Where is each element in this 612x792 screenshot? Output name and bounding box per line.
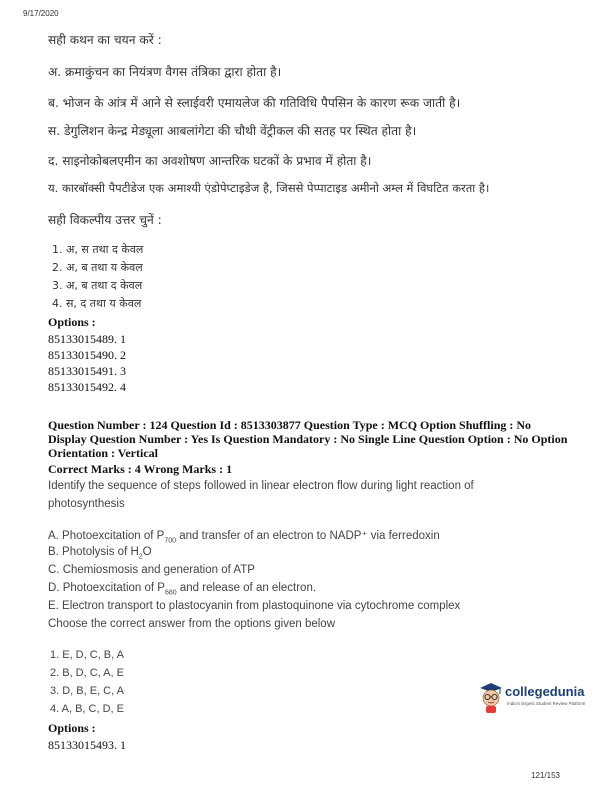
q124-options-label: Options :: [48, 721, 96, 735]
q124-meta-line3: Orientation : Vertical: [48, 446, 158, 460]
q124-question-line2: photosynthesis: [48, 498, 125, 510]
q123-option-2: 85133015490. 2: [48, 348, 126, 362]
collegedunia-logo: [478, 680, 586, 714]
q124-choice-4: 4. A, B, C, D, E: [50, 703, 124, 715]
q124-meta-line1: Question Number : 124 Question Id : 8513303877 Question Type : MCQ Option Shuffling : No: [48, 418, 532, 432]
q124-choice-2: 2. B, D, C, A, E: [50, 667, 124, 679]
q123-statement-c: स. डेगुलिशन केन्द्र मेड्यूला आबलांगेटा की चौथी वेंट्रीकल की सतह पर स्थित होता है।: [48, 124, 417, 138]
q124-step-a: A. Photoexcitation of $P_{700}$ and transfer of an electron to NADP⁺ via ferredoxin: [48, 530, 440, 545]
q123-choice-1: 1. अ, स तथा द केवल: [52, 243, 144, 256]
q124-option-1: 85133015493. 1: [48, 738, 126, 752]
q124-step-c: C. Chemiosmosis and generation of ATP: [48, 564, 255, 576]
q124-marks: Correct Marks : 4 Wrong Marks : 1: [48, 462, 233, 476]
q124-meta-line2: Display Question Number : Yes Is Question Mandatory : No Single Line Question Option : No Option: [48, 432, 568, 446]
q124-step-b: B. Photolysis of $H_2O$: [48, 546, 152, 561]
q123-prompt: सही विकल्पीय उत्तर चुनें :: [48, 213, 162, 227]
q123-choice-3: 3. अ, ब तथा द केवल: [52, 279, 143, 292]
q123-statement-b: ब. भोजन के आंत्र में आने से स्लाईवरी एमायलेज की गतिविधि पैपसिन के कारण रूक जाती है।: [48, 96, 461, 110]
q124-choice-1: 1. E, D, C, B, A: [50, 649, 124, 661]
q123-statement-e: य. कारबॉक्सी पैपटीडेज एक अमाश्यी एंडोपेप्टाइडेज है, जिससे पेप्पाटाइड अमीनो अम्ल में विघटित करता है।: [48, 181, 490, 195]
print-date: 9/17/2020: [23, 9, 59, 18]
logo-wordmark: collegedunia: [505, 684, 585, 699]
q124-step-e: E. Electron transport to plastocyanin from plastoquinone via cytochrome complex: [48, 600, 461, 612]
q123-option-1: 85133015489. 1: [48, 332, 126, 346]
q123-options-label: Options :: [48, 315, 96, 329]
q124-choice-3: 3. D, B, E, C, A: [50, 685, 124, 697]
page-number: 121/153: [531, 771, 560, 780]
q123-choice-4: 4. स, द तथा य केवल: [52, 297, 142, 310]
q123-option-3: 85133015491. 3: [48, 364, 126, 378]
q123-statement-d: द. साइनोकोबलएमीन का अवशोषण आन्तरिक घटकों के प्रभाव में होता है।: [48, 154, 372, 168]
student-mascot-icon: [478, 680, 504, 714]
q124-step-d: D. Photoexcitation of $P_{680}$ and release of an electron.: [48, 582, 317, 597]
logo-tagline: India's largest Student Review Platform: [507, 701, 586, 706]
q124-choose-instruction: Choose the correct answer from the options given below: [48, 618, 336, 630]
q124-question-line1: Identify the sequence of steps followed in linear electron flow during light reaction of: [48, 480, 474, 492]
q123-option-4: 85133015492. 4: [48, 380, 126, 394]
q123-statement-a: अ. क्रमाकुंचन का नियंत्रण वैगस तंत्रिका द्वारा होता है।: [48, 65, 282, 79]
q123-intro: सही कथन का चयन करें :: [48, 33, 162, 47]
q123-choice-2: 2. अ, ब तथा य केवल: [52, 261, 143, 274]
